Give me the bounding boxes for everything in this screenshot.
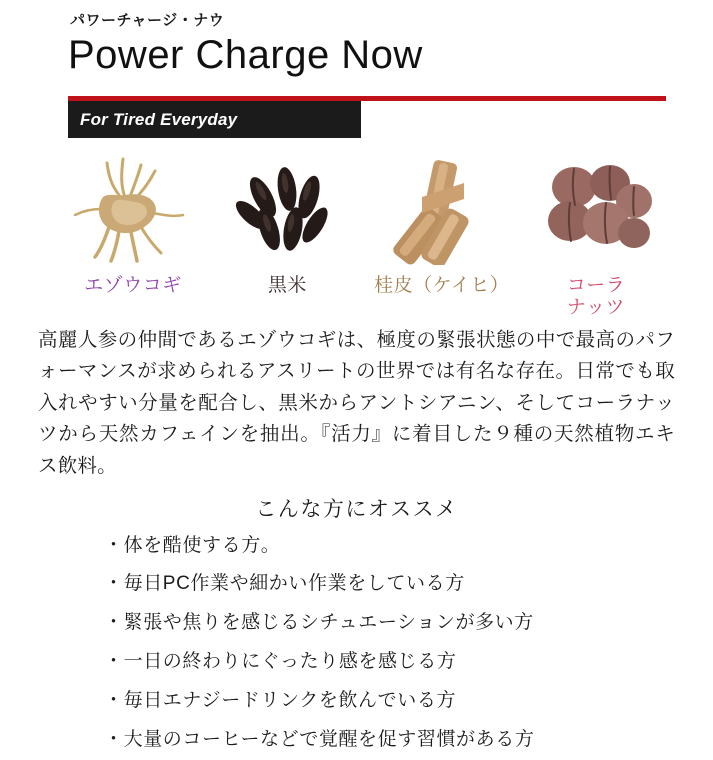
cola-nut-icon [521,150,671,265]
ingredient-label-cinnamon: 桂皮（ケイヒ） [374,275,510,296]
ingredient-label-black-rice: 黒米 [267,275,307,296]
list-item: ・毎日PC作業や細かい作業をしている方 [104,573,465,595]
list-item: ・緊張や焦りを感じるシチュエーションが多い方 [104,612,534,634]
ingredient-cola-nut [521,150,671,319]
description-paragraph: 高麗人参の仲間であるエゾウコギは、極度の緊張状態の中で最高のパフォーマンスが求められるアスリートの世界では有名な存在。日常でも取入れやすい分量を配合し、黒米からアントシアニン、そしてコーラナッツから天然カフェインを抽出。『活力』に着目した９種の天然植物エキス飲料。 [38,328,675,477]
page-title: Power Charge Now [68,33,423,77]
recommendation-heading: こんな方にオススメ [255,497,458,521]
recommendation-list [0,527,713,760]
list-item: ・一日の終わりにぐったり感を感じる方 [104,651,457,673]
list-item: ・体を酷使する方。 [104,534,281,556]
eleuthero-root-icon [58,150,208,265]
ingredient-label-cola-nut [521,275,671,319]
cola-nut-label-line1: コーラ [566,275,626,296]
ingredient-label-eleuthero: エゾウコギ [84,275,182,296]
ingredient-row [0,140,713,319]
cinnamon-bark-icon [367,150,517,265]
kana-title: パワーチャージ・ナウ [70,12,225,29]
ingredient-black-rice [212,150,362,319]
tagline-text: For Tired Everyday [80,109,238,129]
page-header [0,0,713,78]
list-item: ・毎日エナジードリンクを飲んでいる方 [104,690,457,712]
tagline-banner [68,101,361,138]
cola-nut-label-line2: ナッツ [566,296,626,318]
ingredient-cinnamon [367,150,517,319]
list-item: ・大量のコーヒーなどで覚醒を促す習慣がある方 [104,729,535,751]
black-rice-icon [212,150,362,265]
ingredient-eleuthero [58,150,208,319]
banner-area [0,96,713,140]
